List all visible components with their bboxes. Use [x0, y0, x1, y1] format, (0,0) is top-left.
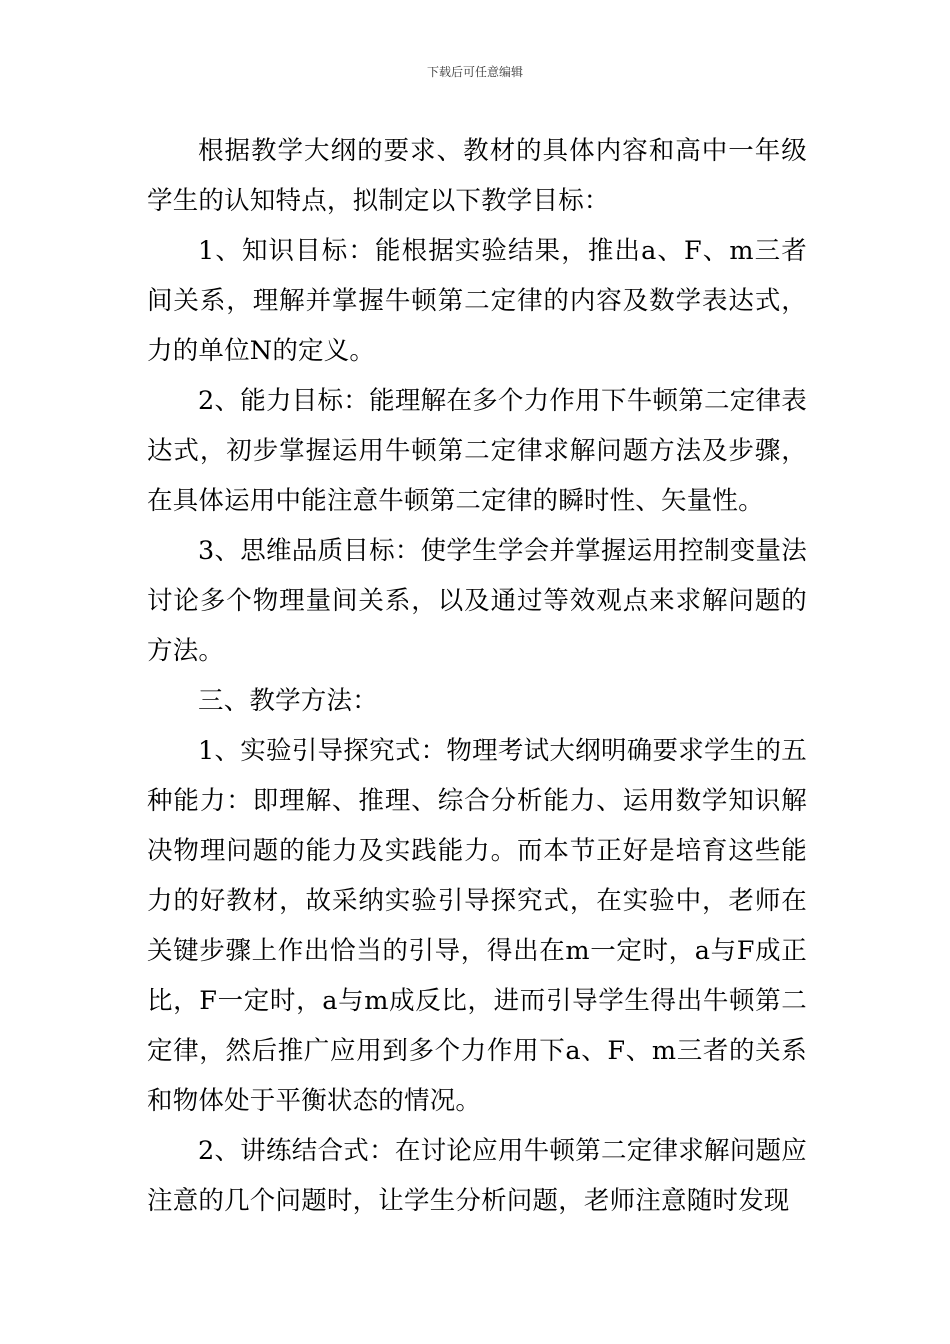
- document-body: [147, 126, 807, 1226]
- page-header-watermark: 下载后可任意编辑: [426, 65, 523, 79]
- paragraph-practice-method: 2、讲练结合式：在讨论应用牛顿第二定律求解问题应注意的几个问题时，让学生分析问题，老师注意随时发现: [147, 1136, 807, 1216]
- paragraph-intro: 根据教学大纲的要求、教材的具体内容和高中一年级学生的认知特点，拟制定以下教学目标：: [147, 136, 807, 216]
- paragraph-experiment-method: 1、实验引导探究式：物理考试大纲明确要求学生的五种能力：即理解、推理、综合分析能力、运用数学知识解决物理问题的能力及实践能力。而本节正好是培育这些能力的好教材，故采纳实验引导探究式，在实验中，老师在关键步骤上作出恰当的引导，得出在m一定时，a与F成正比，F一定时，a与m成反比，进而引导学生得出牛顿第二定律，然后推广应用到多个力作用下a、F、m三者的关系和物体处于平衡状态的情况。: [147, 736, 807, 1116]
- paragraph-ability-goal: 2、能力目标：能理解在多个力作用下牛顿第二定律表达式，初步掌握运用牛顿第二定律求解问题方法及步骤，在具体运用中能注意牛顿第二定律的瞬时性、矢量性。: [147, 386, 807, 516]
- paragraph-knowledge-goal: 1、知识目标：能根据实验结果，推出a、F、m三者间关系，理解并掌握牛顿第二定律的内容及数学表达式，力的单位N的定义。: [147, 236, 807, 366]
- section-heading-teaching-methods: 三、教学方法：: [198, 686, 378, 716]
- paragraph-thinking-goal: 3、思维品质目标：使学生学会并掌握运用控制变量法讨论多个物理量间关系，以及通过等效观点来求解问题的方法。: [147, 536, 807, 666]
